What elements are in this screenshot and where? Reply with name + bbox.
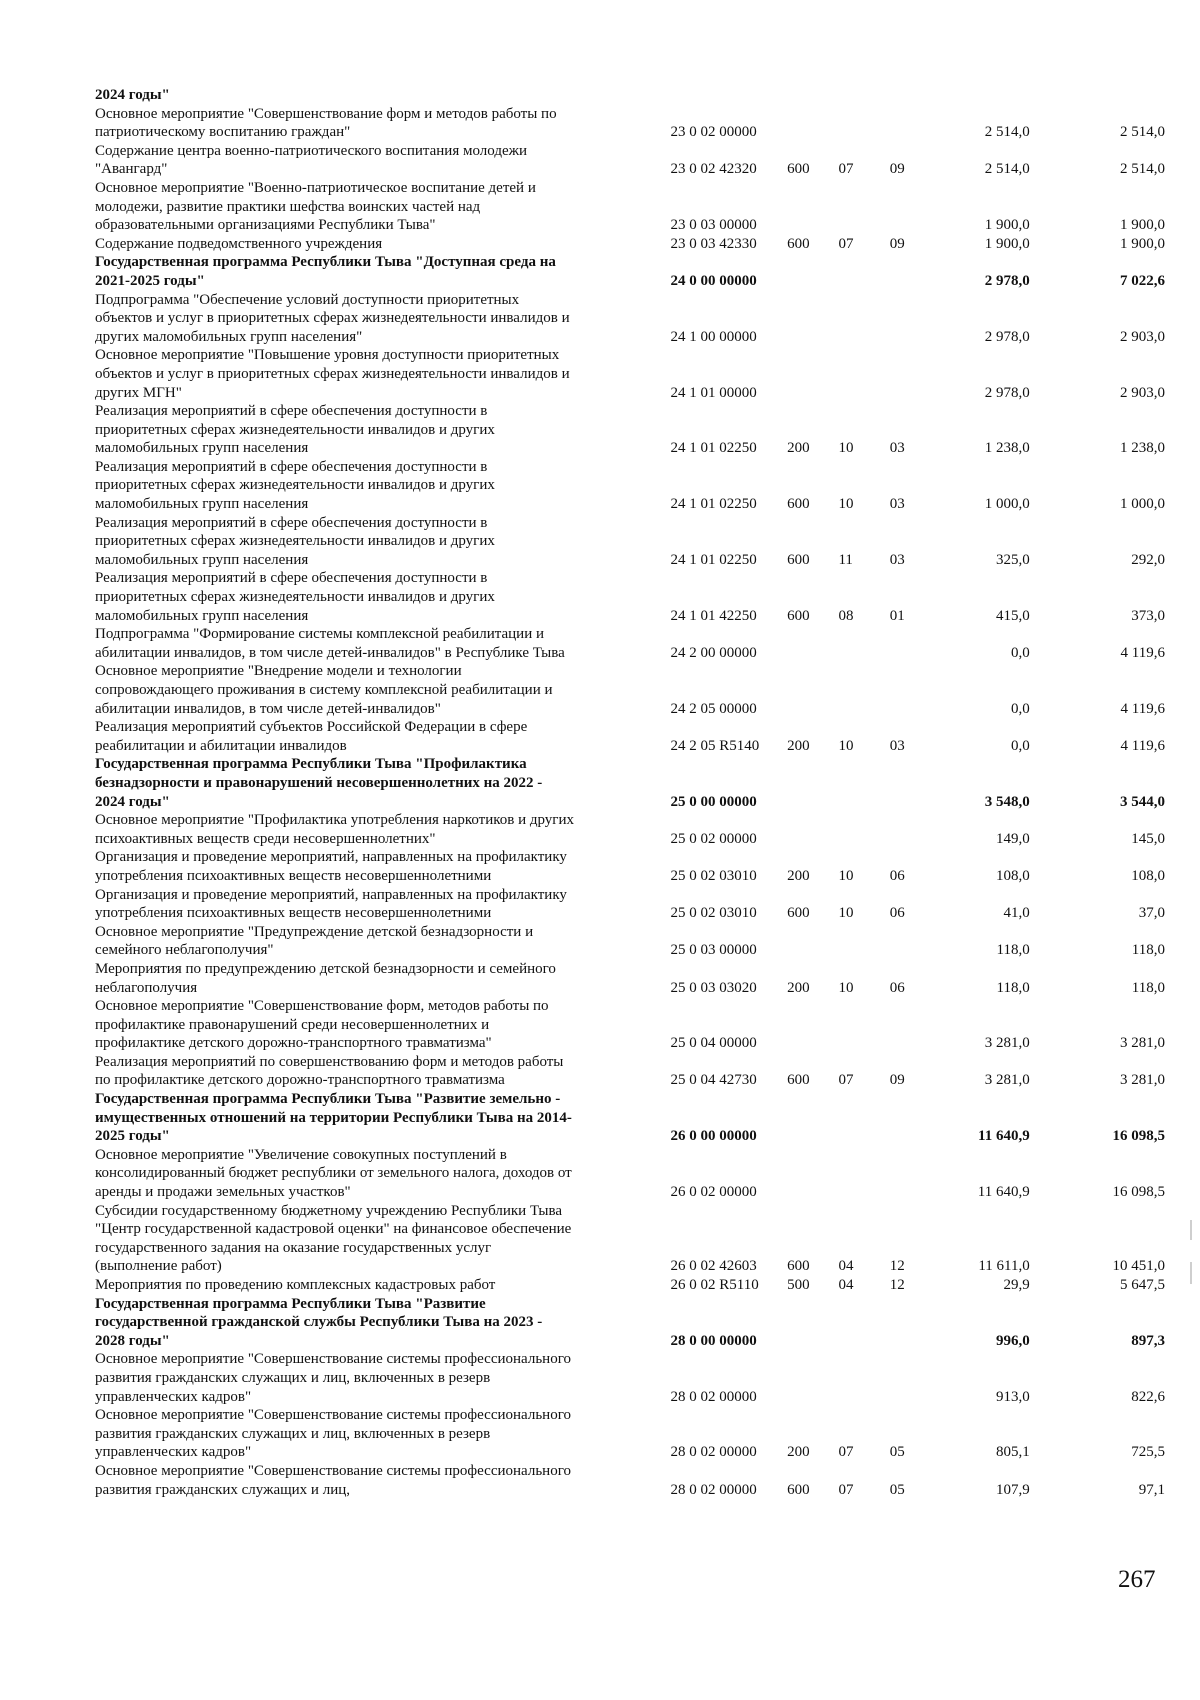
row-subsection: 12 bbox=[889, 1277, 905, 1293]
row-subsection: 06 bbox=[889, 905, 905, 922]
row-section: 07 bbox=[838, 1072, 854, 1089]
row-description: Реализация мероприятий субъектов Российской Федерации в сфере реабилитации и абилитации инвалидов bbox=[95, 719, 528, 754]
row-sum-year-1: 118,0 bbox=[996, 942, 1030, 959]
row-subsection: 09 bbox=[889, 1072, 905, 1089]
row-sum-year-2: 2 903,0 bbox=[1119, 328, 1165, 345]
row-sum-year-2: 3 281,0 bbox=[1119, 1072, 1165, 1089]
row-sum-year-2: 897,3 bbox=[1131, 1332, 1165, 1349]
table-row bbox=[95, 569, 1165, 625]
row-target-code: 24 2 05 R5140 bbox=[670, 737, 760, 754]
row-expense-type: 200 bbox=[787, 440, 810, 457]
page-number: 267 bbox=[1118, 1566, 1156, 1593]
row-expense-type: 600 bbox=[787, 496, 810, 513]
row-expense-type: 200 bbox=[787, 737, 810, 754]
row-sum-year-2: 145,0 bbox=[1131, 830, 1165, 847]
row-expense-type: 600 bbox=[787, 1258, 810, 1275]
row-sum-year-1: 149,0 bbox=[995, 830, 1030, 847]
row-description: Реализация мероприятий в сфере обеспечения доступности в приоритетных сферах жизнедеятельности инвалидов и других маломобильных групп населения bbox=[95, 458, 495, 513]
row-sum-year-2: 822,6 bbox=[1131, 1388, 1165, 1405]
row-target-code: 23 0 02 00000 bbox=[670, 124, 757, 141]
row-sum-year-2: 7 022,6 bbox=[1119, 272, 1165, 289]
row-section: 10 bbox=[838, 737, 854, 754]
row-sum-year-1: 1 900,0 bbox=[984, 217, 1030, 234]
row-description: Мероприятия по предупреждению детской безнадзорности и семейного неблагополучия bbox=[95, 960, 556, 996]
row-sum-year-2: 118,0 bbox=[1131, 979, 1165, 996]
row-sum-year-2: 4 119,6 bbox=[1120, 737, 1165, 754]
row-description: Подпрограмма "Обеспечение условий доступности приоритетных объектов и услуг в приоритетных сферах жизнедеятельности инвалидов и других маломобильных групп населения" bbox=[95, 291, 570, 345]
table-row bbox=[95, 1146, 1165, 1202]
row-description: Основное мероприятие "Совершенствование форм и методов работы по патриотическому воспитанию граждан" bbox=[95, 105, 557, 141]
table-row bbox=[95, 253, 1165, 290]
table-row bbox=[95, 105, 1165, 142]
row-description: Организация и проведение мероприятий, направленных на профилактику употребления психоактивных веществ несовершеннолетними bbox=[95, 886, 567, 922]
row-sum-year-1: 108,0 bbox=[995, 867, 1030, 884]
row-subsection: 09 bbox=[889, 235, 905, 252]
row-target-code: 26 0 02 42603 bbox=[670, 1258, 757, 1275]
row-sum-year-2: 2 903,0 bbox=[1119, 384, 1165, 401]
row-sum-year-1: 3 281,0 bbox=[984, 1072, 1030, 1089]
row-description: Содержание подведомственного учреждения bbox=[95, 235, 383, 252]
row-target-code: 23 0 03 42330 bbox=[670, 235, 757, 252]
row-expense-type: 600 bbox=[787, 235, 810, 252]
table-row bbox=[95, 923, 1165, 960]
row-sum-year-1: 325,0 bbox=[995, 551, 1030, 568]
row-sum-year-1: 29,9 bbox=[1003, 1277, 1030, 1293]
row-sum-year-2: 2 514,0 bbox=[1119, 124, 1165, 141]
row-sum-year-1: 11 611,0 bbox=[978, 1258, 1030, 1275]
row-section: 08 bbox=[838, 607, 854, 624]
row-target-code: 25 0 03 03020 bbox=[670, 979, 757, 996]
row-target-code: 25 0 04 42730 bbox=[670, 1072, 757, 1089]
table-row bbox=[95, 179, 1165, 235]
table-row bbox=[95, 402, 1165, 458]
row-section: 07 bbox=[838, 235, 854, 252]
row-sum-year-1: 118,0 bbox=[996, 979, 1030, 996]
row-description: Основное мероприятие "Военно-патриотическое воспитание детей и молодежи, развитие практики шефства воинских частей над образовательными организациями Республики Тыва" bbox=[95, 179, 536, 234]
row-sum-year-1: 11 640,9 bbox=[978, 1128, 1030, 1145]
row-expense-type: 600 bbox=[787, 161, 810, 178]
row-description: Основное мероприятие "Повышение уровня доступности приоритетных объектов и услуг в приоритетных сферах жизнедеятельности инвалидов и других МГН" bbox=[95, 347, 570, 401]
row-target-code: 25 0 02 03010 bbox=[670, 867, 757, 884]
row-expense-type: 200 bbox=[787, 979, 810, 996]
row-sum-year-2: 725,5 bbox=[1131, 1444, 1165, 1461]
row-sum-year-1: 1 238,0 bbox=[984, 440, 1030, 457]
row-sum-year-1: 41,0 bbox=[1003, 905, 1030, 922]
row-description: Государственная программа Республики Тыва "Развитие земельно - имущественных отношений на территории Республики Тыва на 2014-2025 годы" bbox=[95, 1091, 572, 1145]
row-sum-year-1: 0,0 bbox=[1010, 700, 1030, 717]
row-description: Основное мероприятие "Совершенствование системы профессионального развития гражданских служащих и лиц, bbox=[95, 1462, 571, 1498]
row-expense-type: 600 bbox=[787, 551, 810, 568]
table-row bbox=[95, 1462, 1165, 1499]
row-subsection: 06 bbox=[889, 979, 905, 996]
table-row bbox=[95, 886, 1165, 923]
row-description: Субсидии государственному бюджетному учреждению Республики Тыва "Центр государственной кадастровой оценки" на финансовое обеспечение государственного задания на оказание государственных услуг (выполнение работ) bbox=[95, 1202, 572, 1275]
row-section: 11 bbox=[838, 551, 853, 568]
row-sum-year-1: 996,0 bbox=[995, 1332, 1030, 1349]
row-description: Реализация мероприятий в сфере обеспечения доступности в приоритетных сферах жизнедеятельности инвалидов и других маломобильных групп населения bbox=[95, 570, 495, 624]
row-target-code: 26 0 02 00000 bbox=[670, 1184, 757, 1201]
budget-table bbox=[95, 86, 1165, 1499]
row-sum-year-1: 2 514,0 bbox=[984, 161, 1030, 178]
row-expense-type: 500 bbox=[787, 1277, 810, 1293]
row-subsection: 01 bbox=[889, 607, 905, 624]
row-description: Государственная программа Республики Тыва "Доступная среда на 2021-2025 годы" bbox=[95, 254, 556, 289]
row-section: 10 bbox=[838, 905, 854, 922]
row-subsection: 05 bbox=[889, 1481, 905, 1498]
table-row bbox=[95, 1090, 1165, 1146]
row-sum-year-2: 16 098,5 bbox=[1112, 1128, 1165, 1145]
row-target-code: 28 0 02 00000 bbox=[670, 1388, 757, 1405]
row-description: Подпрограмма "Формирование системы комплексной реабилитации и абилитации инвалидов, в том числе детей-инвалидов" в Республике Тыва bbox=[95, 626, 565, 661]
row-description: Основное мероприятие "Совершенствование форм, методов работы по профилактике правонарушений среди несовершеннолетних и профилактике детского дорожно-транспортного травматизма" bbox=[95, 998, 549, 1052]
row-sum-year-1: 2 978,0 bbox=[984, 384, 1030, 401]
row-target-code: 24 0 00 00000 bbox=[670, 272, 757, 289]
table-row bbox=[95, 1276, 1165, 1295]
row-target-code: 24 1 01 42250 bbox=[670, 607, 757, 624]
row-description: Содержание центра военно-патриотического воспитания молодежи "Авангард" bbox=[95, 142, 528, 178]
row-target-code: 24 2 05 00000 bbox=[670, 700, 757, 717]
table-row bbox=[95, 142, 1165, 179]
row-description: Основное мероприятие "Совершенствование системы профессионального развития гражданских служащих и лиц, включенных в резерв управленческих кадров" bbox=[95, 1351, 571, 1405]
row-description: Организация и проведение мероприятий, направленных на профилактику употребления психоактивных веществ несовершеннолетними bbox=[95, 849, 567, 884]
row-target-code: 25 0 02 00000 bbox=[670, 830, 757, 847]
row-sum-year-2: 5 647,5 bbox=[1119, 1277, 1165, 1293]
row-sum-year-1: 3 548,0 bbox=[984, 793, 1030, 810]
table-row bbox=[95, 1295, 1165, 1351]
row-section: 04 bbox=[838, 1277, 854, 1293]
table-row bbox=[95, 662, 1165, 718]
row-subsection: 06 bbox=[889, 867, 905, 884]
row-target-code: 25 0 02 03010 bbox=[670, 905, 757, 922]
row-target-code: 25 0 03 00000 bbox=[670, 942, 757, 959]
row-target-code: 24 1 00 00000 bbox=[670, 328, 757, 345]
table-row bbox=[95, 1406, 1165, 1462]
table-row bbox=[95, 346, 1165, 402]
table-row bbox=[95, 625, 1165, 662]
table-row bbox=[95, 755, 1165, 811]
row-subsection: 03 bbox=[889, 440, 905, 457]
row-target-code: 24 1 01 02250 bbox=[670, 496, 757, 513]
row-section: 07 bbox=[838, 1481, 854, 1498]
table-row bbox=[95, 811, 1165, 848]
row-sum-year-2: 108,0 bbox=[1131, 867, 1165, 884]
row-sum-year-2: 37,0 bbox=[1138, 905, 1165, 922]
table-row bbox=[95, 291, 1165, 347]
row-sum-year-2: 3 544,0 bbox=[1119, 793, 1165, 810]
row-sum-year-2: 118,0 bbox=[1131, 942, 1165, 959]
row-target-code: 28 0 02 00000 bbox=[670, 1481, 757, 1498]
row-target-code: 24 1 01 00000 bbox=[670, 384, 757, 401]
table-row bbox=[95, 514, 1165, 570]
row-subsection: 03 bbox=[889, 496, 905, 513]
row-sum-year-1: 0,0 bbox=[1010, 737, 1030, 754]
row-sum-year-2: 1 900,0 bbox=[1119, 235, 1165, 252]
row-target-code: 28 0 02 00000 bbox=[670, 1444, 757, 1461]
row-sum-year-2: 292,0 bbox=[1131, 551, 1165, 568]
scan-mark bbox=[1190, 1262, 1192, 1284]
row-sum-year-2: 97,1 bbox=[1138, 1481, 1165, 1498]
row-target-code: 23 0 03 00000 bbox=[670, 217, 757, 234]
row-sum-year-2: 373,0 bbox=[1131, 607, 1165, 624]
row-sum-year-2: 1 900,0 bbox=[1119, 217, 1165, 234]
row-description: Основное мероприятие "Внедрение модели и технологии сопровождающего проживания в систему комплексной реабилитации и абилитации инвалидов, в том числе детей-инвалидов" bbox=[95, 663, 553, 717]
row-target-code: 25 0 04 00000 bbox=[670, 1035, 757, 1052]
row-sum-year-2: 1 000,0 bbox=[1119, 496, 1165, 513]
row-sum-year-1: 415,0 bbox=[995, 607, 1030, 624]
row-description: Мероприятия по проведению комплексных кадастровых работ bbox=[95, 1277, 496, 1293]
row-target-code: 24 1 01 02250 bbox=[670, 440, 757, 457]
row-section: 04 bbox=[838, 1258, 854, 1275]
table-row bbox=[95, 458, 1165, 514]
row-section: 07 bbox=[838, 161, 854, 178]
row-description: Основное мероприятие "Профилактика употребления наркотиков и других психоактивных веществ среди несовершеннолетних" bbox=[95, 812, 574, 847]
row-sum-year-1: 11 640,9 bbox=[977, 1184, 1030, 1201]
row-section: 10 bbox=[838, 496, 854, 513]
row-sum-year-1: 0,0 bbox=[1010, 644, 1030, 661]
row-description: Реализация мероприятий по совершенствованию форм и методов работы по профилактике детского дорожно-транспортного травматизма bbox=[95, 1053, 564, 1089]
row-description: Реализация мероприятий в сфере обеспечения доступности в приоритетных сферах жизнедеятельности инвалидов и других маломобильных групп населения bbox=[95, 514, 495, 568]
row-sum-year-1: 1 000,0 bbox=[984, 496, 1030, 513]
row-description: Государственная программа Республики Тыва "Развитие государственной гражданской службы Республики Тыва на 2023 - 2028 годы" bbox=[95, 1295, 543, 1349]
row-sum-year-2: 4 119,6 bbox=[1120, 700, 1165, 717]
table-row bbox=[95, 848, 1165, 885]
row-description: Основное мероприятие "Увеличение совокупных поступлений в консолидированный бюджет республики от земельного налога, доходов от аренды и продажи земельных участков" bbox=[95, 1146, 572, 1201]
row-sum-year-2: 3 281,0 bbox=[1119, 1035, 1165, 1052]
row-target-code: 28 0 00 00000 bbox=[670, 1332, 757, 1349]
row-sum-year-1: 3 281,0 bbox=[984, 1035, 1030, 1052]
row-description: Основное мероприятие "Предупреждение детской безнадзорности и семейного неблагополучия" bbox=[95, 923, 534, 959]
row-subsection: 12 bbox=[889, 1258, 905, 1275]
row-target-code: 24 1 01 02250 bbox=[670, 551, 757, 568]
row-subsection: 09 bbox=[889, 161, 905, 178]
row-target-code: 26 0 00 00000 bbox=[670, 1128, 757, 1145]
row-sum-year-2: 1 238,0 bbox=[1119, 440, 1165, 457]
table-row bbox=[95, 1350, 1165, 1406]
row-section: 10 bbox=[838, 979, 854, 996]
row-subsection: 05 bbox=[889, 1444, 905, 1461]
row-sum-year-2: 2 514,0 bbox=[1119, 161, 1165, 178]
row-sum-year-1: 2 978,0 bbox=[984, 272, 1030, 289]
row-sum-year-2: 10 451,0 bbox=[1112, 1258, 1165, 1275]
row-target-code: 25 0 00 00000 bbox=[670, 793, 757, 810]
row-section: 10 bbox=[838, 440, 854, 457]
table-row bbox=[95, 235, 1165, 254]
row-sum-year-1: 913,0 bbox=[995, 1388, 1030, 1405]
row-subsection: 03 bbox=[889, 737, 905, 754]
row-sum-year-1: 107,9 bbox=[995, 1481, 1030, 1498]
row-description: Государственная программа Республики Тыва "Профилактика безнадзорности и правонарушений несовершеннолетних на 2022 - 2024 годы" bbox=[95, 756, 543, 810]
row-section: 07 bbox=[838, 1444, 854, 1461]
table-row bbox=[95, 960, 1165, 997]
scan-mark bbox=[1190, 1220, 1192, 1240]
table-row bbox=[95, 997, 1165, 1053]
row-description: 2024 годы" bbox=[95, 87, 170, 103]
row-expense-type: 600 bbox=[787, 1481, 810, 1498]
row-sum-year-1: 805,1 bbox=[995, 1444, 1030, 1461]
row-expense-type: 200 bbox=[787, 867, 810, 884]
table-row bbox=[95, 86, 1165, 105]
row-target-code: 24 2 00 00000 bbox=[670, 644, 757, 661]
row-sum-year-1: 2 514,0 bbox=[984, 124, 1030, 141]
row-sum-year-1: 2 978,0 bbox=[984, 328, 1030, 345]
row-sum-year-2: 4 119,6 bbox=[1120, 644, 1165, 661]
table-row bbox=[95, 718, 1165, 755]
row-expense-type: 600 bbox=[787, 1072, 810, 1089]
row-description: Основное мероприятие "Совершенствование системы профессионального развития гражданских служащих и лиц, включенных в резерв управленческих кадров" bbox=[95, 1407, 571, 1461]
table-row bbox=[95, 1202, 1165, 1276]
row-description: Реализация мероприятий в сфере обеспечения доступности в приоритетных сферах жизнедеятельности инвалидов и других маломобильных групп населения bbox=[95, 403, 495, 457]
row-subsection: 03 bbox=[889, 551, 905, 568]
row-expense-type: 600 bbox=[787, 607, 810, 624]
row-target-code: 26 0 02 R5110 bbox=[670, 1277, 759, 1293]
row-section: 10 bbox=[838, 867, 854, 884]
row-expense-type: 200 bbox=[787, 1444, 810, 1461]
row-expense-type: 600 bbox=[787, 905, 810, 922]
row-sum-year-2: 16 098,5 bbox=[1112, 1184, 1165, 1201]
row-sum-year-1: 1 900,0 bbox=[984, 235, 1030, 252]
row-target-code: 23 0 02 42320 bbox=[670, 161, 757, 178]
table-row bbox=[95, 1053, 1165, 1090]
